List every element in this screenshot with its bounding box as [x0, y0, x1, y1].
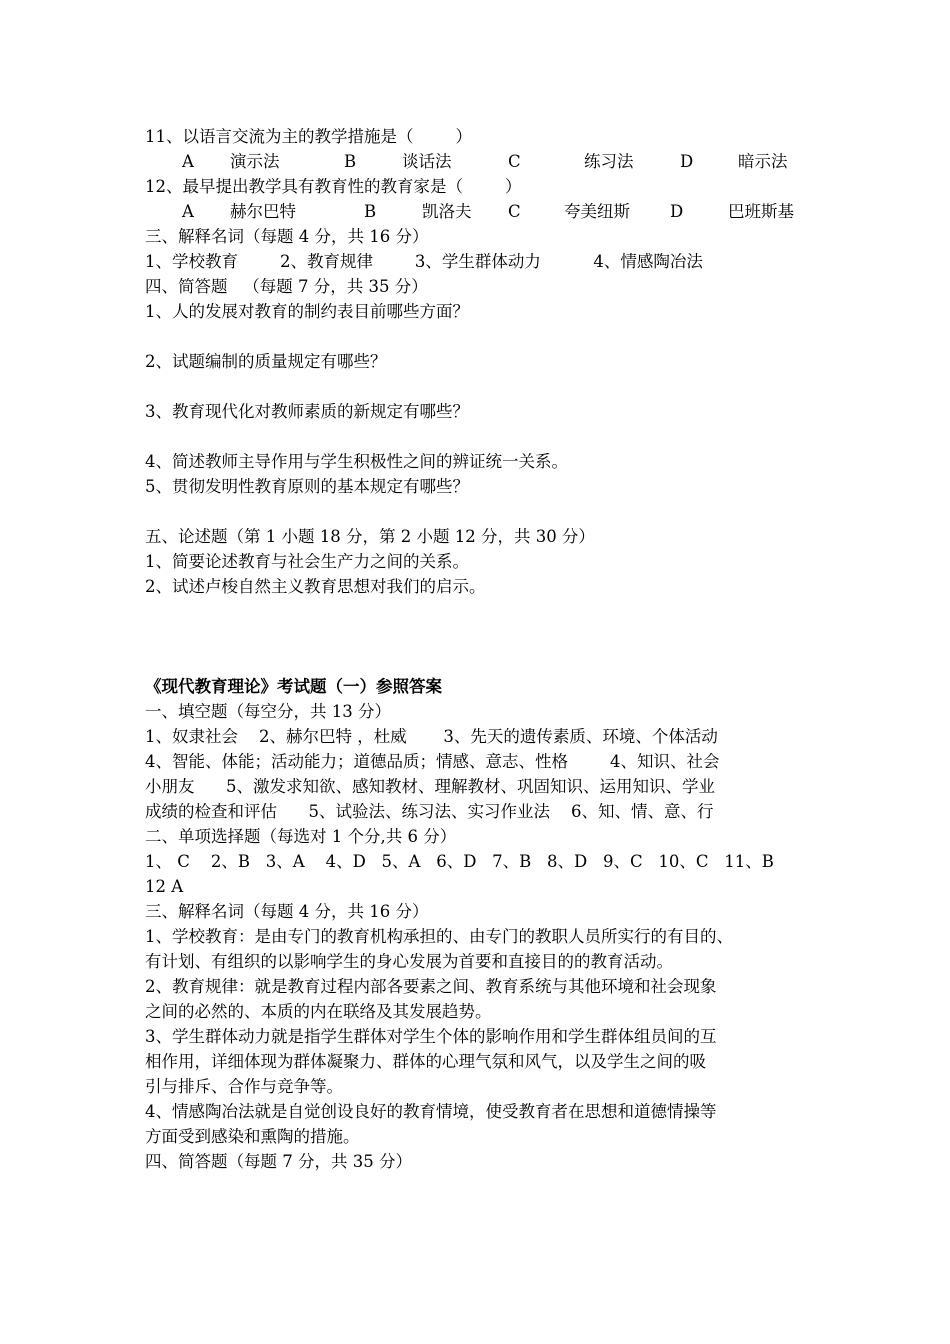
question-11-options — [145, 149, 825, 174]
option-text: 巴班斯基 — [728, 202, 794, 221]
terms-answer-line: 1、学校教育：是由专门的教育机构承担的、由专门的教职人员所实行的有目的、 — [145, 927, 733, 946]
option-letter: B — [364, 202, 377, 221]
terms-answer-line: 2、教育规律：就是教育过程内部各要素之间、教育系统与其他环境和社会现象 — [145, 977, 717, 996]
section-3-items: 1、学校教育 2、教育规律 3、学生群体动力 4、情感陶冶法 — [145, 252, 703, 271]
section-4-question: 1、人的发展对教育的制约表目前哪些方面？ — [145, 302, 469, 321]
option-letter: D — [670, 202, 684, 221]
option-letter: A — [182, 152, 194, 171]
question-11-stem: 11、以语言交流为主的教学措施是（ ） — [145, 127, 472, 146]
terms-answer-line: 3、学生群体动力就是指学生群体对学生个体的影响作用和学生群体组员间的互 — [145, 1027, 717, 1046]
terms-heading: 三、解释名词（每题 4 分，共 16 分） — [145, 902, 429, 921]
section-3-heading: 三、解释名词（每题 4 分，共 16 分） — [145, 227, 429, 246]
section-5-heading: 五、论述题（第 1 小题 18 分，第 2 小题 12 分，共 30 分） — [145, 527, 595, 546]
section-5-question: 2、试述卢梭自然主义教育思想对我们的启示。 — [145, 577, 486, 596]
section-4-question: 3、教育现代化对教师素质的新规定有哪些？ — [145, 402, 469, 421]
terms-answer-line: 4、情感陶冶法就是自觉创设良好的教育情境，使受教育者在思想和道德情操等 — [145, 1102, 717, 1121]
choice-heading: 二、单项选择题（每选对 1 个分,共 6 分） — [145, 827, 457, 846]
section-4-question: 4、简述教师主导作用与学生积极性之间的辨证统一关系。 — [145, 452, 568, 471]
short-answer-heading: 四、简答题（每题 7 分，共 35 分） — [145, 1152, 412, 1171]
option-text: 凯洛夫 — [422, 202, 472, 221]
option-letter: C — [508, 202, 521, 221]
question-12-options — [145, 199, 825, 224]
fill-answer-line: 成绩的检查和评估 5、试验法、练习法、实习作业法 6、知、情、意、行 — [145, 802, 714, 821]
fill-heading: 一、填空题（每空分，共 13 分） — [145, 702, 391, 721]
option-text: 赫尔巴特 — [230, 202, 296, 221]
choice-answer-line: 1、 C 2、B 3、A 4、D 5、A 6、D 7、B 8、D 9、C 10、C 11、B — [145, 852, 774, 871]
exam-questions — [145, 124, 825, 599]
option-letter: A — [182, 202, 194, 221]
fill-answer-line: 小朋友 5、激发求知欲、感知教材、理解教材、巩固知识、运用知识、学业 — [145, 777, 715, 796]
section-4-question: 5、贯彻发明性教育原则的基本规定有哪些？ — [145, 477, 469, 496]
option-text: 演示法 — [230, 152, 280, 171]
terms-answer-line: 方面受到感染和熏陶的措施。 — [145, 1127, 360, 1146]
option-text: 谈话法 — [402, 152, 452, 171]
terms-answer-line: 有计划、有组织的以影响学生的身心发展为首要和直接目的的教育活动。 — [145, 952, 673, 971]
terms-answer-line: 引与排斥、合作与竞争等。 — [145, 1077, 343, 1096]
answer-key-title: 《现代教育理论》考试题（一）参照答案 — [145, 677, 442, 696]
section-4-heading: 四、简答题 （每题 7 分，共 35 分） — [145, 277, 428, 296]
fill-answer-line: 4、智能、体能；活动能力；道德品质；情感、意志、性格 4、知识、社会 — [145, 752, 720, 771]
fill-answer-line: 1、奴隶社会 2、赫尔巴特 ，杜威 3、先天的遗传素质、环境、个体活动 — [145, 727, 718, 746]
section-5-question: 1、简要论述教育与社会生产力之间的关系。 — [145, 552, 469, 571]
question-12-stem: 12、最早提出教学具有教育性的教育家是（ ） — [145, 177, 522, 196]
choice-answer-line: 12 A — [145, 877, 184, 896]
option-text: 暗示法 — [738, 152, 788, 171]
option-letter: B — [344, 152, 357, 171]
terms-answer-line: 相作用，详细体现为群体凝聚力、群体的心理气氛和风气，以及学生之间的吸 — [145, 1052, 706, 1071]
answer-key — [145, 674, 825, 1174]
terms-answer-line: 之间的必然的、本质的内在联络及其发展趋势。 — [145, 1002, 492, 1021]
section-4-question: 2、试题编制的质量规定有哪些？ — [145, 352, 387, 371]
option-text: 练习法 — [584, 152, 634, 171]
option-letter: D — [680, 152, 694, 171]
option-text: 夸美纽斯 — [564, 202, 630, 221]
option-letter: C — [508, 152, 521, 171]
